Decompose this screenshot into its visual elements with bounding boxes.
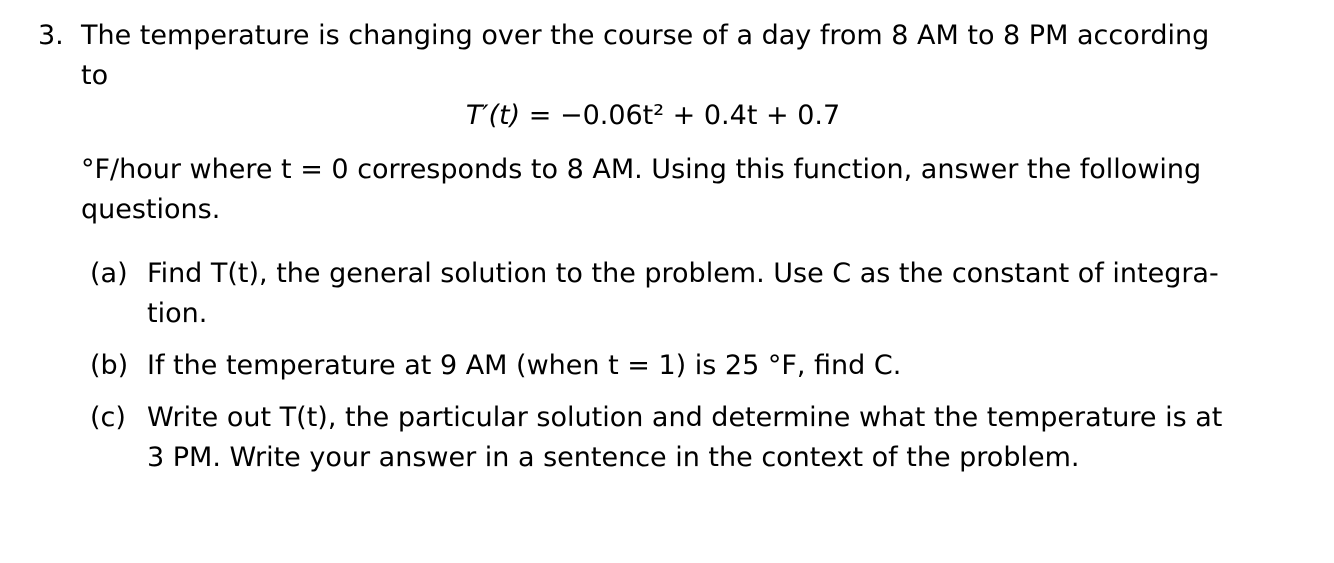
continuation-line-2: questions. <box>81 194 221 225</box>
intro-line-2: to <box>81 60 109 91</box>
continuation-line-1: °F/hour where t = 0 corresponds to 8 AM. Using this function, answer the following <box>81 154 1202 185</box>
equation-rhs: = −0.06t² + 0.4t + 0.7 <box>528 100 841 131</box>
derivative-equation <box>0 96 1306 136</box>
intro-line-1: The temperature is changing over the course of a day from 8 AM to 8 PM according <box>81 20 1210 51</box>
problem-continuation <box>81 150 1229 230</box>
part-a-text <box>147 254 1229 334</box>
part-b-line-1: If the temperature at 9 AM (when t = 1) is 25 °F, find C. <box>147 350 902 381</box>
part-b-text <box>147 346 1229 386</box>
part-b <box>90 346 1230 386</box>
part-b-label: (b) <box>90 350 129 381</box>
problem-intro <box>81 16 1229 96</box>
part-c-text <box>147 398 1229 478</box>
part-c-line-2: 3 PM. Write your answer in a sentence in the context of the problem. <box>147 442 1080 473</box>
part-a-line-1: Find T(t), the general solution to the problem. Use C as the constant of integra- <box>147 258 1219 289</box>
part-a <box>90 254 1230 334</box>
equation-lhs: T′(t) <box>465 100 521 131</box>
problem-number: 3. <box>38 20 64 51</box>
part-a-label: (a) <box>90 258 128 289</box>
part-c-line-1: Write out T(t), the particular solution and determine what the temperature is at <box>147 402 1223 433</box>
part-a-line-2: tion. <box>147 298 208 329</box>
part-c <box>90 398 1230 478</box>
part-c-label: (c) <box>90 402 126 433</box>
